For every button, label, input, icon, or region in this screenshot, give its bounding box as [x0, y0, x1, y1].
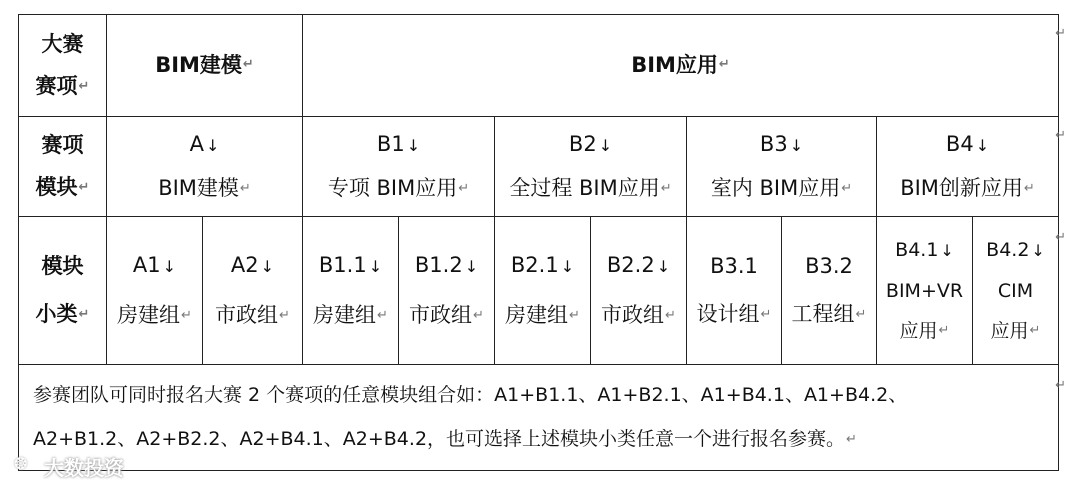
header-competition-items: 大赛 赛项↵: [19, 15, 107, 117]
subcategory-cell: B4.2 ↓ CIM 应用↵: [973, 217, 1059, 365]
row-competition-items: [19, 15, 1059, 117]
module-cell: B1 ↓ 专项 BIM应用↵: [303, 117, 495, 217]
row-note: [19, 365, 1059, 471]
bim-modeling-header: BIM建模↵: [107, 15, 303, 117]
module-cell: B2 ↓ 全过程 BIM应用↵: [495, 117, 687, 217]
module-cell: B3 ↓ 室内 BIM应用↵: [687, 117, 877, 217]
subcategory-cell: B2.2 ↓ 市政组↵: [591, 217, 687, 365]
subcategory-cell: B3.1 设计组↵: [687, 217, 782, 365]
return-mark: ↵: [1055, 230, 1066, 245]
return-mark: ↵: [1055, 26, 1066, 41]
row-subcategories: [19, 217, 1059, 365]
note-line-2: A2+B1.2、A2+B2.2、A2+B4.1、A2+B4.2，也可选择上述模块小类任意一个进行报名参赛。: [33, 428, 846, 450]
bim-application-header: BIM应用↵: [303, 15, 1059, 117]
competition-table: [18, 14, 1059, 471]
subcategory-cell: B2.1 ↓ 房建组↵: [495, 217, 591, 365]
subcategory-cell: B4.1 ↓ BIM+VR 应用↵: [877, 217, 973, 365]
return-mark: ↵: [1055, 128, 1066, 143]
row-modules: [19, 117, 1059, 217]
note-line-1: 参赛团队可同时报名大赛 2 个赛项的任意模块组合如：A1+B1.1、A1+B2.1、A1+B4.1、A1+B4.2、: [33, 384, 908, 406]
header-subcategories: 模块 小类↵: [19, 217, 107, 365]
watermark-text: 大数投资: [44, 456, 124, 480]
subcategory-cell: B1.1 ↓ 房建组↵: [303, 217, 399, 365]
weibo-icon: ❂: [14, 454, 28, 473]
subcategory-cell: A1 ↓ 房建组↵: [107, 217, 203, 365]
return-mark: ↵: [1055, 378, 1066, 393]
header-modules: 赛项 模块↵: [19, 117, 107, 217]
subcategory-cell: B1.2 ↓ 市政组↵: [399, 217, 495, 365]
subcategory-cell: B3.2 工程组↵: [782, 217, 877, 365]
registration-note: 参赛团队可同时报名大赛 2 个赛项的任意模块组合如：A1+B1.1、A1+B2.1、A1+B4.1、A1+B4.2、 A2+B1.2、A2+B2.2、A2+B4.1、A2+B4.2，也可选择上述模块小类任意一个进行报名参赛。↵: [19, 365, 1059, 471]
module-cell: B4 ↓ BIM创新应用↵: [877, 117, 1059, 217]
subcategory-cell: A2 ↓ 市政组↵: [203, 217, 303, 365]
module-cell: A ↓ BIM建模↵: [107, 117, 303, 217]
